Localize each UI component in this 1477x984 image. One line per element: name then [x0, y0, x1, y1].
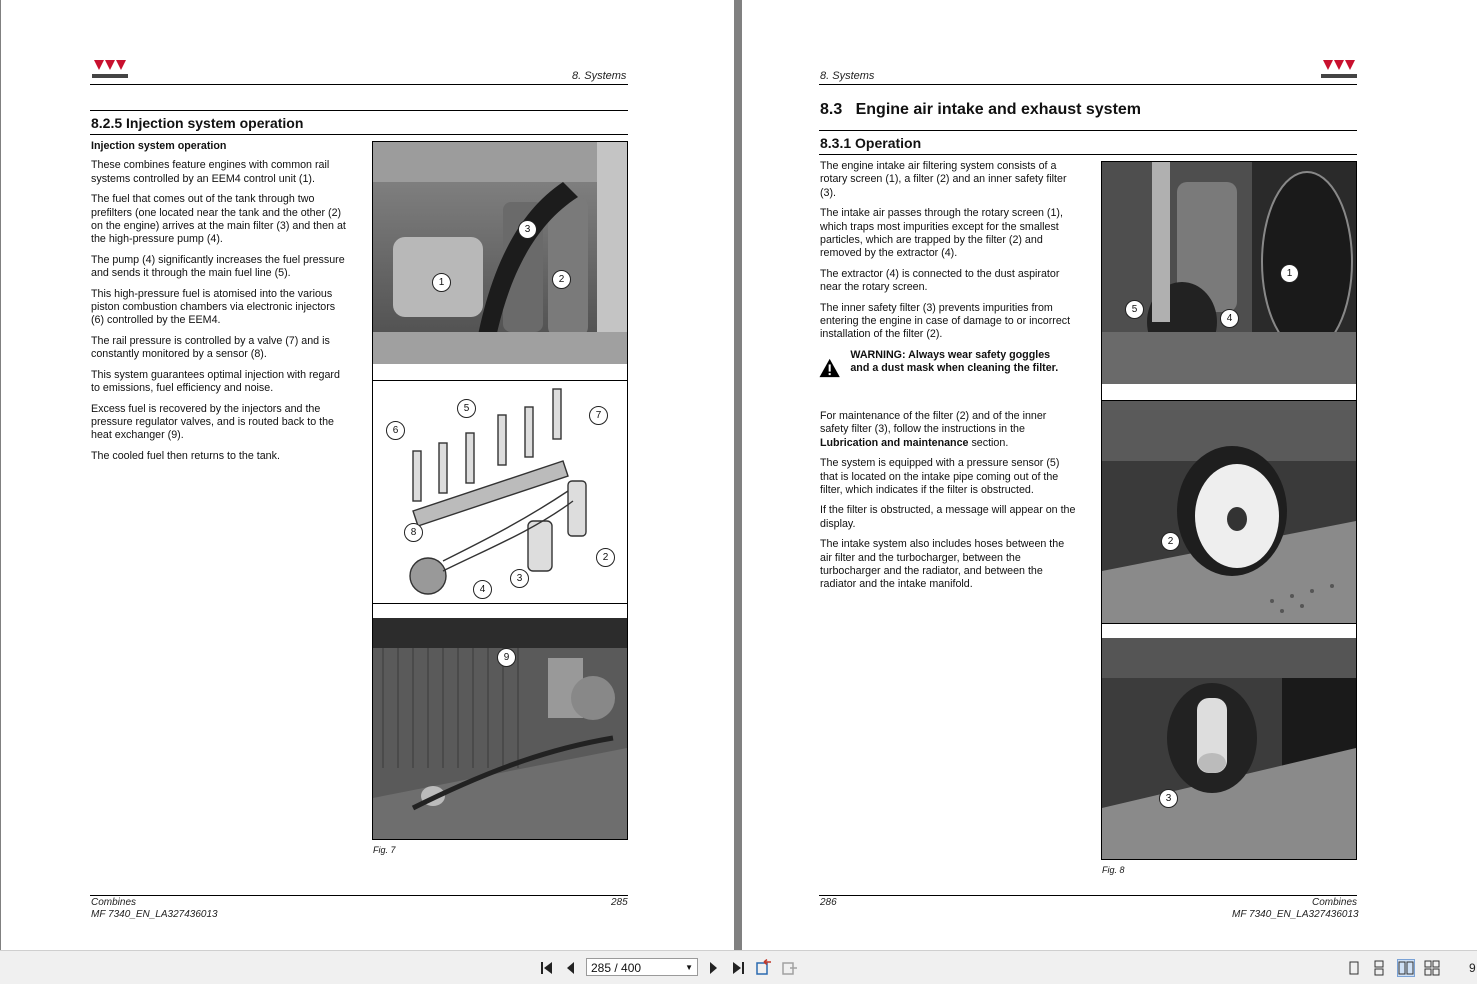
go-forward-button[interactable]: [781, 959, 799, 977]
paragraph: The cooled fuel then returns to the tank.: [91, 449, 280, 462]
callout-4: 4: [473, 580, 492, 599]
two-page-view-button[interactable]: [1397, 959, 1415, 977]
single-page-view-button[interactable]: [1345, 959, 1363, 977]
subsection-rule: [819, 154, 1357, 155]
section-title: [820, 101, 1141, 119]
paragraph: These combines feature engines with common rail systems controlled by an EEM4 control unit (1).: [91, 159, 330, 185]
callout-6: 6: [386, 421, 405, 440]
go-back-button[interactable]: [755, 959, 773, 977]
two-page-continuous-icon: [1424, 960, 1440, 976]
brand-logo: [90, 58, 130, 80]
warning-box: [819, 349, 1059, 387]
zoom-readout[interactable]: 9: [1469, 961, 1476, 975]
callout-1: 1: [432, 273, 451, 292]
header-rule: [90, 84, 628, 85]
air-filter-photo: [1102, 400, 1356, 624]
callout-5: 5: [1125, 300, 1144, 319]
footer-doc: MF 7340_EN_LA327436013: [1232, 909, 1359, 920]
page-indicator: 285 / 400: [591, 961, 642, 975]
maintenance-link-text: Lubrication and maintenance: [820, 436, 969, 449]
paragraph: This high-pressure fuel is atomised into the various piston combustion chambers via electronic injectors (6) controlled by the EEM4.: [91, 287, 336, 327]
previous-page-icon: [562, 959, 580, 977]
warning-text: WARNING: Always wear safety goggles and a dust mask when cleaning the filter.: [850, 349, 1059, 375]
section-title: 8.2.5 Injection system operation: [91, 115, 304, 131]
subsection-title: 8.3.1 Operation: [820, 135, 922, 151]
section-rule-top: [90, 110, 628, 111]
section-rule: [819, 130, 1357, 131]
previous-page-button[interactable]: [562, 959, 580, 977]
left-page: [1, 0, 734, 950]
callout-1: 1: [1280, 264, 1299, 283]
paragraph: The rail pressure is controlled by a valve (7) and is constantly monitored by a sensor (8).: [91, 334, 330, 361]
maintenance-pre: For maintenance of the filter (2) and of the inner safety filter (3), follow the instructions in the: [820, 410, 1047, 436]
section-title-text: Engine air intake and exhaust system: [855, 101, 1142, 118]
engine-photo: [373, 142, 627, 364]
brand-logo: [1319, 58, 1359, 80]
paragraph: The pump (4) significantly increases the fuel pressure and sends it through the main fuel line (5).: [91, 253, 345, 280]
next-page-button[interactable]: [704, 959, 722, 977]
callout-2: 2: [1161, 532, 1180, 551]
callout-7: 7: [589, 406, 608, 425]
callout-4: 4: [1220, 309, 1239, 328]
figure-caption: Fig. 8: [1102, 865, 1125, 875]
paragraph: The inner safety filter (3) prevents impurities from entering the engine in case of damage to or incorrect installation of the filter (2).: [820, 301, 1071, 341]
callout-8: 8: [404, 523, 423, 542]
figure-7-frame: [372, 141, 628, 840]
paragraph: The fuel that comes out of the tank through two prefilters (one located near the tank and the other (2) on the engine) arrives at the main filter (3) and then at the high-pressure pump (4).: [91, 193, 346, 246]
rotary-screen-photo: [1102, 162, 1356, 384]
two-page-continuous-view-button[interactable]: [1423, 959, 1441, 977]
subheading: Injection system operation: [91, 140, 227, 152]
paragraph: The engine intake air filtering system consists of a rotary screen (1), a filter (2) and an inner safety filter (3).: [820, 160, 1067, 199]
warning-icon: [819, 349, 840, 387]
figure-caption: Fig. 7: [373, 845, 396, 855]
page-number: 285: [611, 897, 628, 908]
callout-3: 3: [518, 220, 537, 239]
header-text: 8. Systems: [572, 70, 627, 82]
back-view-icon: [755, 959, 773, 977]
header-text: 8. Systems: [820, 70, 875, 82]
paragraph: If the filter is obstructed, a message will appear on the display.: [820, 504, 1076, 530]
safety-filter-photo: [1102, 638, 1356, 859]
section-number: 8.3: [820, 101, 843, 118]
first-page-icon: [538, 959, 556, 977]
forward-view-icon: [781, 959, 799, 977]
paragraph: This system guarantees optimal injection with regard to emissions, fuel efficiency and noise.: [91, 368, 340, 395]
callout-2: 2: [596, 548, 615, 567]
paragraph: The intake air passes through the rotary screen (1), which traps most impurities except for the smallest particles, which are trapped by the filter (2) and removed by the extractor (4).: [820, 207, 1063, 260]
last-page-button[interactable]: [729, 959, 747, 977]
callout-3: 3: [510, 569, 529, 588]
body-text: [820, 160, 1076, 349]
right-page: [742, 0, 1477, 950]
callout-3: 3: [1159, 789, 1178, 808]
footer-rule: [90, 895, 628, 896]
single-page-icon: [1346, 960, 1362, 976]
body-text: [91, 140, 349, 470]
page-number: 286: [820, 897, 837, 908]
footer-title: Combines: [91, 897, 137, 908]
two-page-icon: [1398, 960, 1414, 976]
continuous-view-button[interactable]: [1370, 959, 1388, 977]
first-page-button[interactable]: [538, 959, 556, 977]
maintenance-post: section.: [971, 436, 1009, 449]
next-page-icon: [704, 959, 722, 977]
header-rule: [819, 84, 1357, 85]
continuous-page-icon: [1371, 960, 1387, 976]
paragraph: Excess fuel is recovered by the injectors and the pressure regulator valves, and is routed back to the heat exchanger (9).: [91, 402, 334, 442]
figure-8-frame: [1101, 161, 1357, 860]
page-number-input[interactable]: [586, 958, 698, 976]
maintenance-paragraph: [820, 410, 1076, 450]
body-text-continued: [820, 410, 1076, 599]
callout-5: 5: [457, 399, 476, 418]
footer-title: Combines: [1312, 897, 1358, 908]
section-rule-bottom: [90, 134, 628, 135]
paragraph: The extractor (4) is connected to the dust aspirator near the rotary screen.: [820, 267, 1060, 294]
callout-2: 2: [552, 270, 571, 289]
footer-doc: MF 7340_EN_LA327436013: [91, 909, 218, 920]
paragraph: The intake system also includes hoses between the air filter and the turbocharger, between the turbocharger and the radiator, and between the radiator and the intake manifold.: [820, 538, 1065, 591]
footer-rule: [819, 895, 1357, 896]
last-page-icon: [729, 959, 747, 977]
paragraph: The system is equipped with a pressure sensor (5) that is located on the intake pipe coming out of the filter, which indicates if the filter is obstructed.: [820, 457, 1060, 497]
viewer-toolbar: [0, 950, 1477, 984]
chevron-down-icon[interactable]: ▼: [685, 963, 693, 972]
callout-9: 9: [497, 648, 516, 667]
